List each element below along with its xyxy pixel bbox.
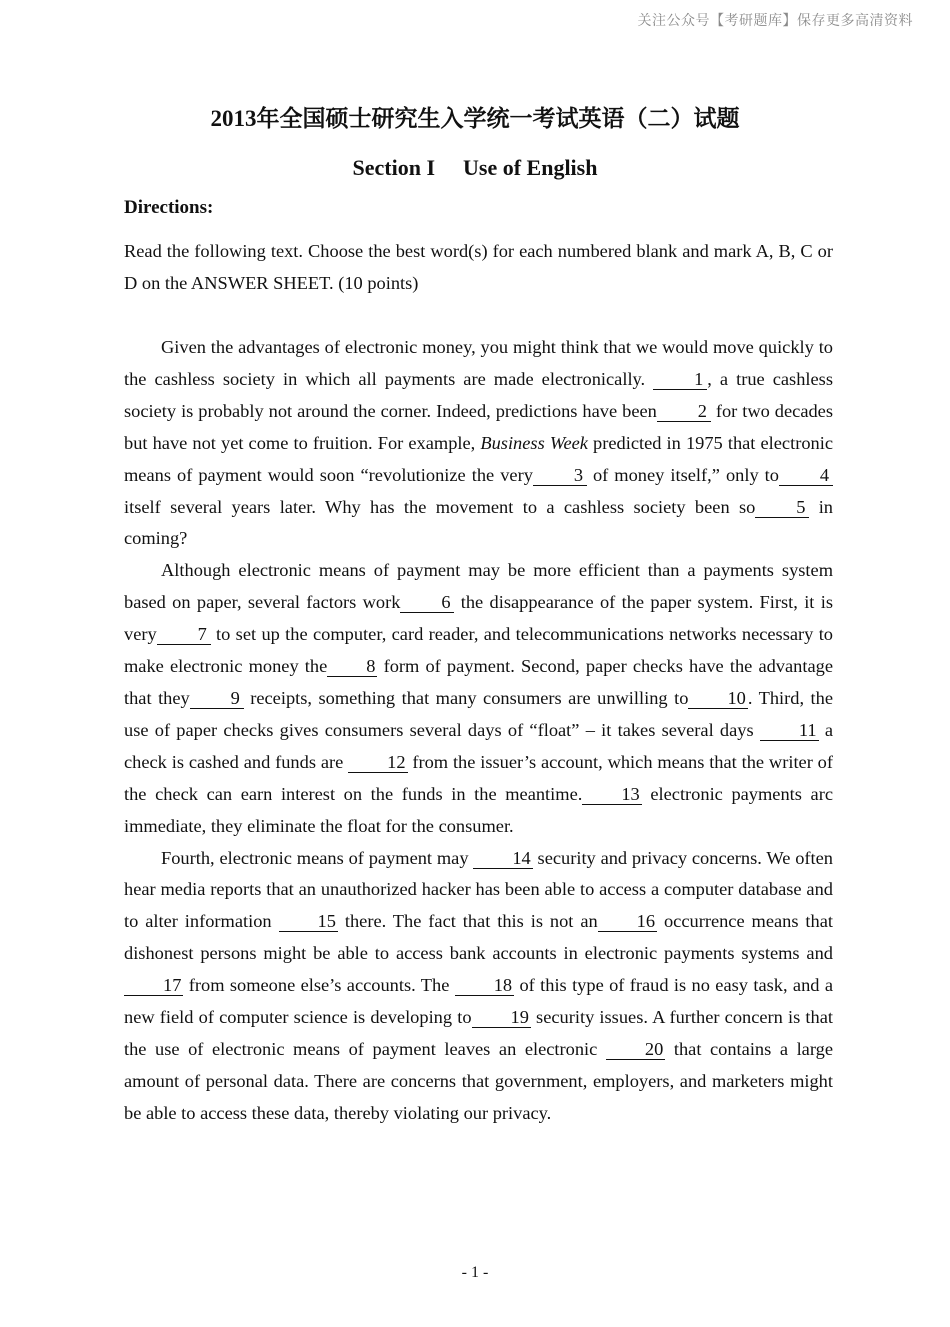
blank-19: 19 <box>472 1007 531 1028</box>
paragraph-2: Although electronic means of payment may be more efficient than a payments system based on paper, several factors work 6 the disappearance of the paper system. First, it is very 7 to set up the computer, card reader, and telecommunications networks necessary to make electronic money the 8 form of payment. Second, paper checks have the advantage that they 9 receipts, something that many consumers are unwilling to 10 . Third, the use of paper checks gives consumers several days of “float” – it takes several days 11 a check is cashed and funds are 12 from the issuer’s account, which means that the writer of the check can earn interest on the funds in the meantime. 13 electronic payments arc immediate, they eliminate the float for the consumer. <box>124 560 834 836</box>
blank-9: 9 <box>190 688 244 709</box>
blank-18: 18 <box>455 975 514 996</box>
blank-5: 5 <box>755 497 809 518</box>
directions-label: Directions: <box>124 197 214 218</box>
instructions <box>124 236 833 300</box>
blank-15: 15 <box>279 911 338 932</box>
blank-8: 8 <box>327 656 377 677</box>
page-number: - 1 - <box>461 1264 489 1281</box>
paragraph-3: Fourth, electronic means of payment may 14 security and privacy concerns. We often hear media reports that an unauthorized hacker has been able to access a computer database and to alter information 15 there. The fact that this is not an 16 occurrence means that dishonest persons might be able to access bank accounts in electronic payments systems and 17 from someone else’s accounts. The 18 of this type of fraud is no easy task, and a new field of computer science is developing to 19 security issues. A further concern is that the use of electronic means of payment leaves an electronic 20 that contains a large amount of personal data. There are concerns that government, employers, and marketers might be able to access these data, thereby violating our privacy. <box>124 847 834 1123</box>
blank-3: 3 <box>533 465 587 486</box>
blank-1: 1 <box>653 369 707 390</box>
blank-13: 13 <box>582 784 641 805</box>
blank-12: 12 <box>348 752 407 773</box>
page-title: 2013年全国硕士研究生入学统一考试英语（二）试题 <box>210 106 740 131</box>
blank-17: 17 <box>124 975 183 996</box>
blank-16: 16 <box>598 911 657 932</box>
blank-11: 11 <box>760 720 819 741</box>
blank-6: 6 <box>400 592 454 613</box>
paragraph-1: Given the advantages of electronic money, you might think that we would move quickly to the cashless society in which all payments are made electronically. 1 , a true cashless society is probably not around the corner. Indeed, predictions have been 2 for two decades but have not yet come to fruition. For example, Business Week predicted in 1975 that electronic means of payment would soon “revolutionize the very 3 of money itself,” only to 4 itself several years later. Why has the movement to a cashless society been so 5 in coming? <box>124 337 833 549</box>
blank-2: 2 <box>657 401 711 422</box>
blank-20: 20 <box>606 1039 665 1060</box>
section-number: Section I <box>352 155 435 180</box>
blank-7: 7 <box>157 624 211 645</box>
blank-10: 10 <box>688 688 747 709</box>
passage <box>124 332 833 1130</box>
blank-14: 14 <box>473 848 532 869</box>
watermark: 关注公众号【考研题库】保存更多高清资料 <box>637 13 913 29</box>
section-heading <box>0 155 950 181</box>
instructions-text: Read the following text. Choose the best word(s) for each numbered blank and mark A, B, C or D on the ANSWER SHEET. (10 points) <box>124 241 833 293</box>
section-name: Use of English <box>463 155 598 180</box>
blank-4: 4 <box>779 465 833 486</box>
